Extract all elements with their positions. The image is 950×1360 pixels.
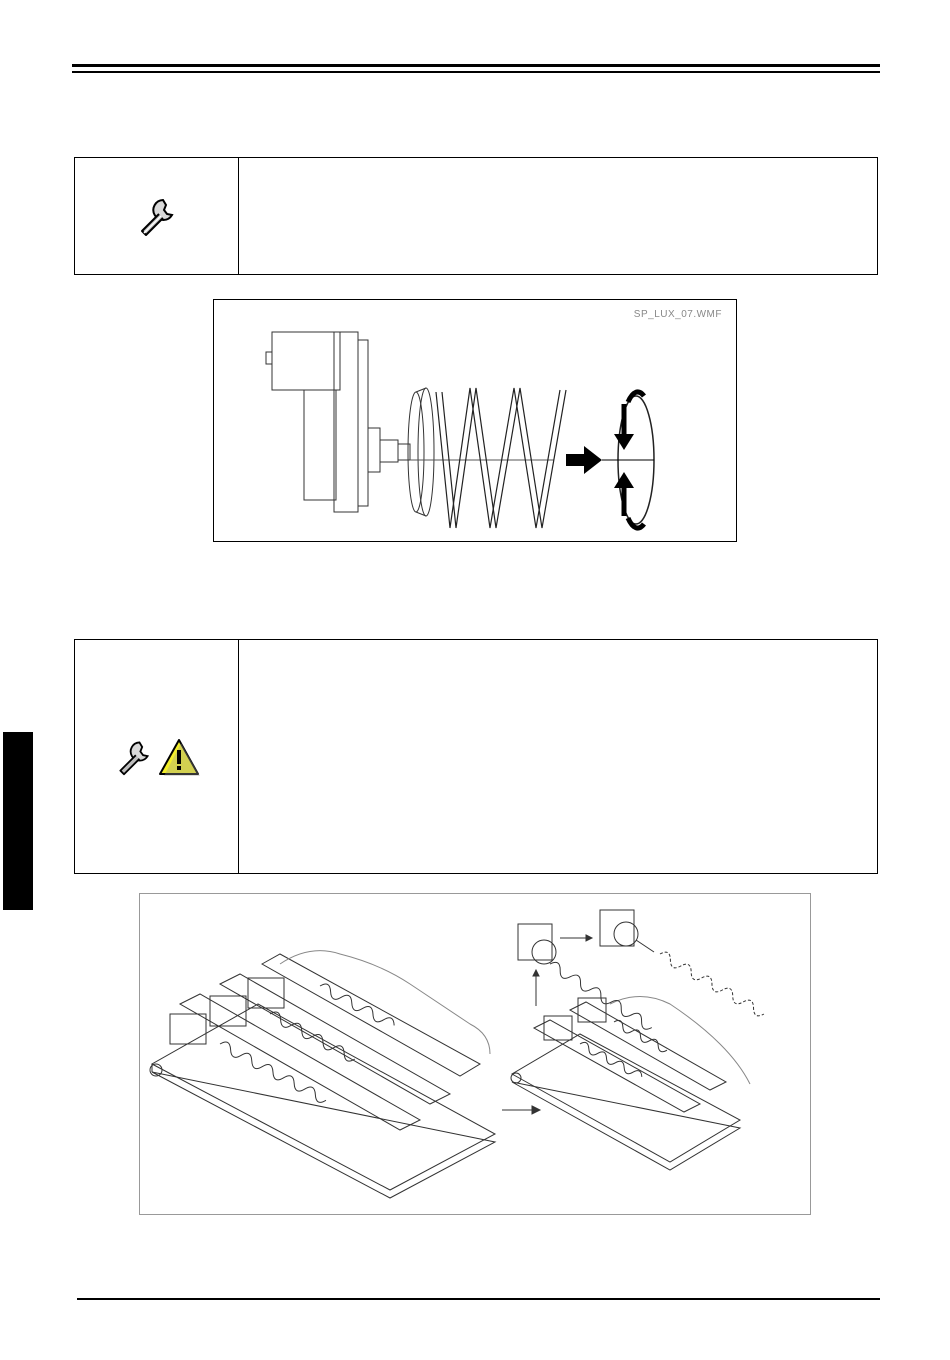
tray-drawing — [140, 894, 810, 1214]
figure-file-label: SP_LUX_07.WMF — [633, 309, 722, 320]
spiral-adjustment-figure — [213, 299, 737, 542]
warning-icon — [158, 738, 200, 776]
warning-note-box — [74, 639, 878, 874]
note-icon-cell — [75, 158, 239, 274]
wrench-icon — [114, 737, 154, 777]
note-text-cell — [239, 158, 877, 274]
section-side-tab — [3, 732, 33, 910]
maintenance-note-box — [74, 157, 878, 275]
header-rule-thin — [72, 71, 880, 73]
tray-assembly-figure — [139, 893, 811, 1215]
note-icon-cell — [75, 640, 239, 873]
spiral-drawing — [214, 300, 736, 541]
footer-rule — [77, 1298, 880, 1300]
header-rule-thick — [72, 64, 880, 67]
note-text-cell — [239, 640, 877, 873]
wrench-icon — [135, 194, 179, 238]
